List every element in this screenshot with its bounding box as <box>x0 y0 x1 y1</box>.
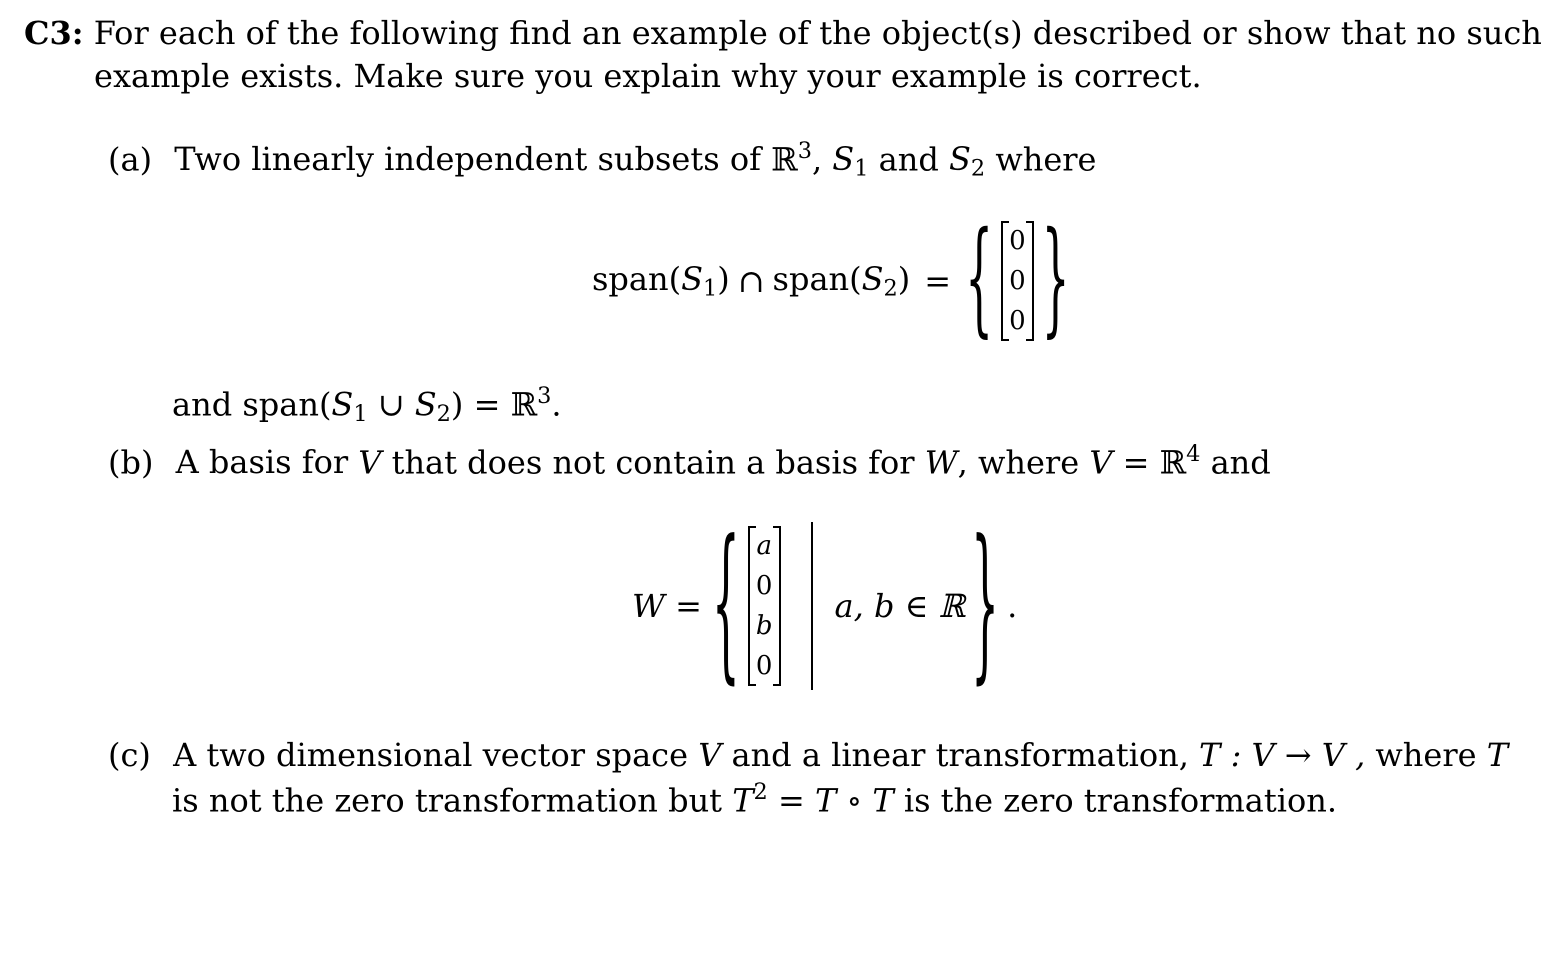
left-brace: { <box>711 507 740 701</box>
period: . <box>1007 586 1018 625</box>
comma: , <box>811 140 823 179</box>
zero-vector <box>1001 221 1034 341</box>
exponent: 3 <box>797 138 812 164</box>
problem-intro-line2: example exists. Make sure you explain why your example is correct. <box>94 57 1202 95</box>
left-brace: { <box>965 208 994 351</box>
set-s1: $S_1$ <box>832 140 869 182</box>
vector-entry: 0 <box>755 571 773 601</box>
set-s2: $S_2$ <box>948 140 986 182</box>
such-that-bar <box>811 522 813 690</box>
right-brace: } <box>1041 208 1070 351</box>
part-a-condition: and $span(S_1$ ∪ $S_2$) = ℝ$^3$. <box>172 383 562 427</box>
vector-entry: 0 <box>1009 306 1026 336</box>
part-a-text: Two linearly independent subsets of <box>174 140 772 179</box>
span-s2: $span(S_2)$ <box>772 259 911 302</box>
right-brace: } <box>971 507 1000 701</box>
w-equals: W = <box>632 586 702 625</box>
part-c-label: (c) <box>108 736 151 774</box>
part-c-line1: (c) A two dimensional vector space V and a linear transformation, T : V → V , where T <box>108 736 1509 774</box>
vector-entry: b <box>755 611 773 641</box>
part-a-label: (a) <box>108 140 153 179</box>
span-s1: $span(S_1)$ <box>592 259 730 302</box>
vector-entry: 0 <box>1009 266 1026 296</box>
and-word: and <box>878 140 939 179</box>
intersection-symbol: ∩ <box>737 261 765 300</box>
vector-entry: a <box>756 531 772 561</box>
set-condition: a, b ∈ ℝ <box>834 586 966 625</box>
vector-entry: 0 <box>755 651 773 681</box>
where-word: where <box>995 140 1097 179</box>
problem-intro-line1 <box>24 14 1542 52</box>
reals-symbol: ℝ <box>771 140 798 179</box>
part-b-statement: (b) A basis for V that does not contain a basis for W, where V = ℝ$^4$ and <box>108 441 1271 482</box>
part-a-statement <box>108 138 1096 183</box>
part-a-equation <box>592 208 1070 351</box>
part-b-equation <box>632 507 1018 701</box>
union-symbol: ∪ <box>377 385 405 424</box>
problem-label: C3: <box>24 14 84 52</box>
vector-entry: 0 <box>1009 226 1026 256</box>
part-b-label: (b) <box>108 443 154 482</box>
problem-intro-text: For each of the following find an example of the object(s) described or show that no such <box>93 14 1542 52</box>
equals-sign: = <box>924 261 952 300</box>
w-vector <box>748 526 781 686</box>
part-c-line2: is not the zero transformation but $T^2 = T$ ∘ T is the zero transformation. <box>172 779 1338 820</box>
